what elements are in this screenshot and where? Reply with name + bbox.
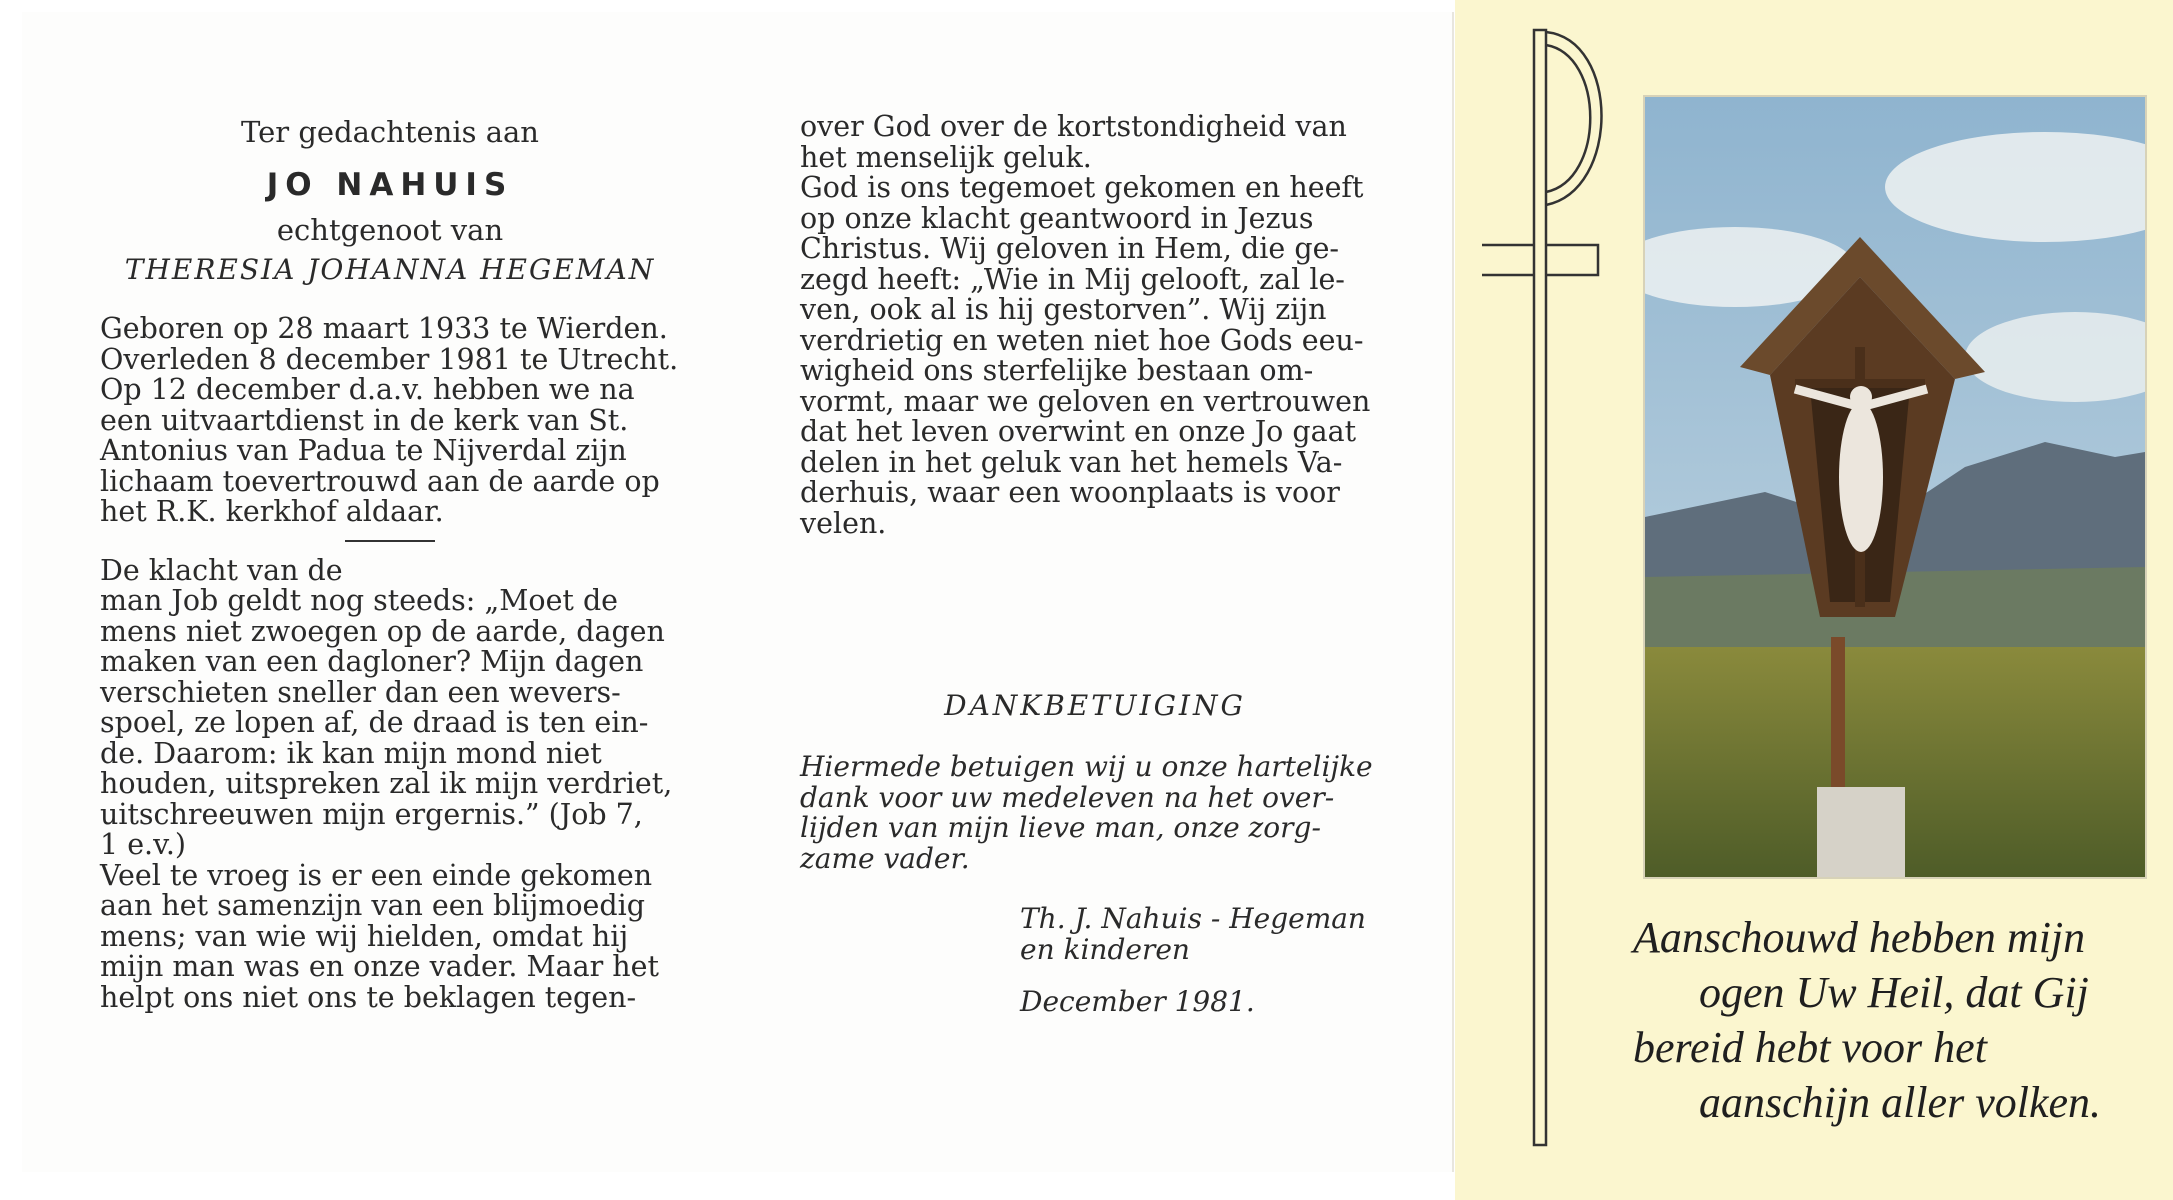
thanks-line: zame vader.: [800, 841, 970, 875]
closing-line: mijn man was en onze vader. Maar het: [100, 950, 659, 983]
thanks-title: DANKBETUIGING: [944, 689, 1246, 722]
thanks-line: dank voor uw medeleven na het over-: [800, 780, 1335, 814]
job-line: 1 e.v.): [100, 828, 187, 861]
intro-text: Ter gedachtenis aan: [241, 115, 539, 149]
job-line: mens niet zwoegen op de aarde, dagen: [100, 614, 665, 648]
bio-line: lichaam toevertrouwd aan de aarde op: [100, 464, 660, 498]
job-line: houden, uitspreken zal ik mijn verdriet,: [100, 767, 673, 800]
bio-line: Antonius van Padua te Nijverdal zijn: [100, 434, 627, 467]
scripture-quote: [1633, 910, 2153, 1130]
bio-line: het R.K. kerkhof aldaar.: [100, 495, 444, 528]
bio-block: [100, 314, 680, 528]
continuation-line: God is ons tegemoet gekomen en heeft: [800, 171, 1364, 204]
bio-line: een uitvaartdienst in de kerk van St.: [100, 403, 629, 437]
thanks-line: lijden van mijn lieve man, onze zorg-: [800, 811, 1321, 844]
middle-page: [800, 12, 1390, 1172]
memorial-card-inside: [22, 12, 1454, 1172]
continuation-line: verdrietig en weten niet hoe Gods eeu-: [800, 323, 1364, 357]
right-panel: [1455, 0, 2173, 1200]
closing-line: aan het samenzijn van een blijmoedig: [100, 889, 645, 922]
closing-line: helpt ons niet ons te beklagen tegen-: [100, 980, 637, 1014]
continuation-line: wigheid ons sterfelijke bestaan om-: [800, 354, 1314, 387]
continuation-line: over God over de kortstondigheid van: [800, 110, 1347, 143]
left-page: [100, 12, 680, 1172]
continuation-line: op onze klacht geantwoord in Jezus: [800, 201, 1314, 235]
continuation-line: zegd heeft: „Wie in Mij gelooft, zal le-: [800, 262, 1345, 296]
continuation-line: derhuis, waar een woonplaats is voor: [800, 476, 1340, 509]
continuation-line: het menselijk geluk.: [800, 140, 1092, 174]
closing-line: mens; van wie wij hielden, omdat hij: [100, 919, 629, 953]
continuation-line: ven, ook al is hij gestorven”. Wij zijn: [800, 293, 1327, 326]
card-date: December 1981.: [1020, 985, 1255, 1018]
bio-line: Geboren op 28 maart 1933 te Wierden.: [100, 312, 668, 345]
signature-line: Th. J. Nahuis - Hegeman: [1020, 902, 1366, 935]
spouse-name: THERESIA JOHANNA HEGEMAN: [124, 253, 656, 286]
thanks-line: Hiermede betuigen wij u onze hartelijke: [800, 750, 1373, 783]
spouse-label: echtgenoot van: [276, 213, 504, 247]
quote-line: bereid hebt voor het: [1633, 1023, 1987, 1072]
quote-line: ogen Uw Heil, dat Gij: [1699, 968, 2089, 1017]
closing-line: Veel te vroeg is er een einde gekomen: [100, 858, 653, 892]
job-line: uitschreeuwen mijn ergernis.” (Job 7,: [100, 797, 643, 831]
job-line: spoel, ze lopen af, de draad is ten ein-: [100, 706, 649, 739]
signature-line: en kinderen: [1020, 932, 1190, 966]
continuation-line: dat het leven overwint en onze Jo gaat: [800, 415, 1357, 448]
chi-rho-cross-icon: [1470, 20, 1620, 1180]
job-quote-block: [100, 586, 680, 861]
job-line: maken van een dagloner? Mijn dagen: [100, 645, 644, 678]
job-line: de. Daarom: ik kan mijn mond niet: [100, 736, 602, 770]
deceased-name: JO NAHUIS: [266, 167, 514, 203]
closing-block: [100, 858, 680, 1014]
wayside-crucifix-photo: [1643, 95, 2147, 879]
job-line: verschieten sneller dan een wevers-: [100, 675, 621, 709]
continuation-line: delen in het geluk van het hemels Va-: [800, 445, 1343, 479]
continuation-line: vormt, maar we geloven en vertrouwen: [800, 384, 1371, 418]
job-intro: De klacht van de: [100, 553, 343, 587]
bio-line: Overleden 8 december 1981 te Utrecht.: [100, 342, 679, 376]
thanks-block: [800, 752, 1390, 874]
divider: [345, 540, 435, 542]
signature-block: [800, 904, 1390, 965]
continuation-line: Christus. Wij geloven in Hem, die ge-: [800, 232, 1340, 265]
continuation-block: [800, 112, 1390, 539]
quote-line: Aanschouwd hebben mijn: [1633, 913, 2086, 962]
continuation-line: velen.: [800, 506, 887, 540]
quote-line: aanschijn aller volken.: [1699, 1078, 2102, 1127]
bio-line: Op 12 december d.a.v. hebben we na: [100, 373, 635, 406]
job-line: man Job geldt nog steeds: „Moet de: [100, 584, 619, 617]
